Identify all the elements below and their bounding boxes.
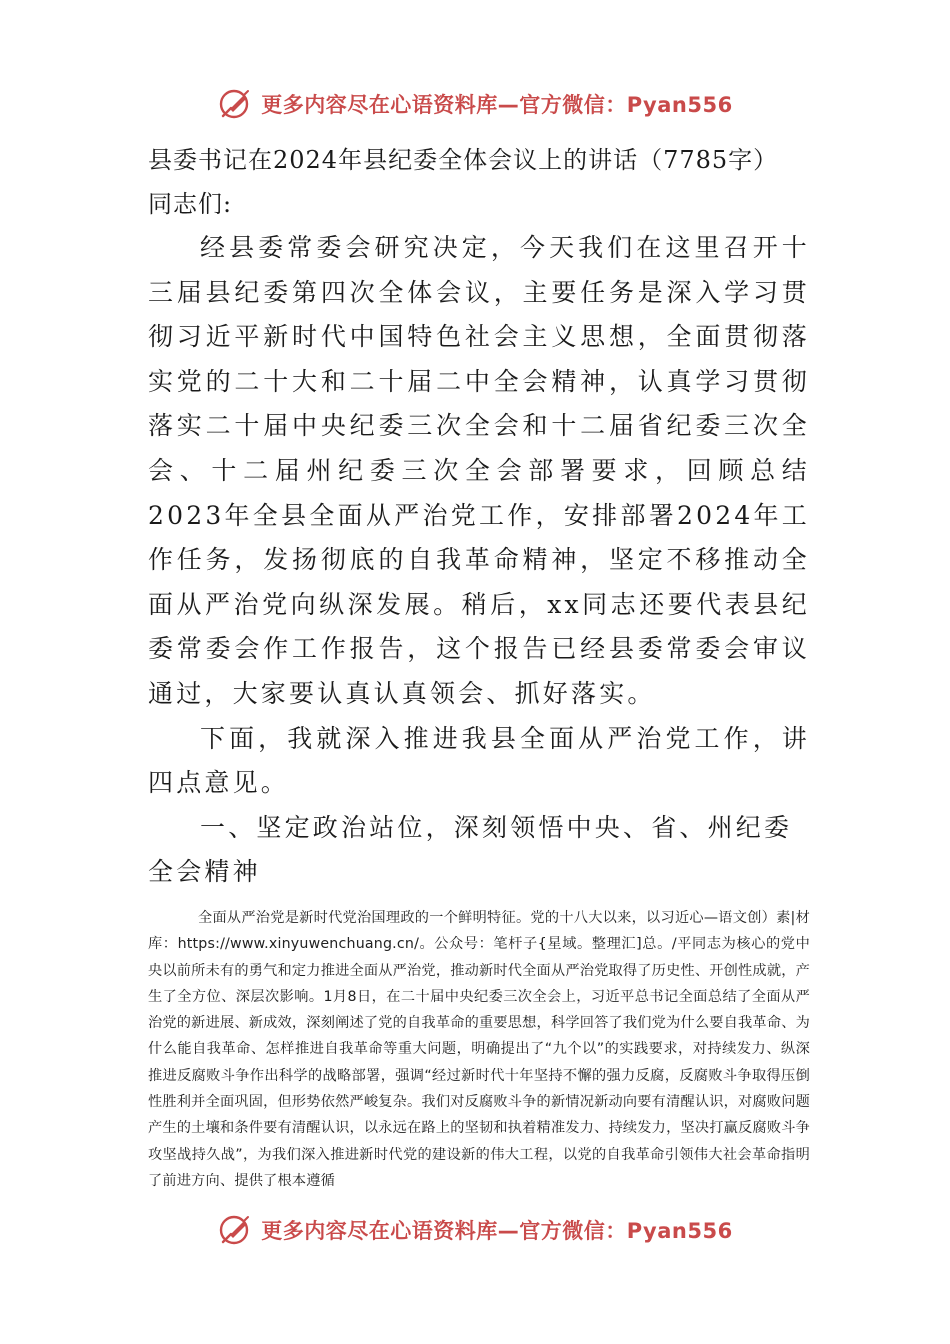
section-heading: 一、坚定政治站位，深刻领悟中央、省、州纪委全会精神 [148,812,793,887]
watermark-banner-bottom [0,1208,950,1252]
watermark-banner-top [0,82,950,126]
pen-logo-icon [217,1212,253,1248]
body-text-paragraph: 全面从严治党是新时代党治国理政的一个鲜明特征。党的十八大以来，以习近心—语文创）素|材库：https://www.xinyuwenchuang.cn/。公众号：笔杆子{星域。整理汇]总。/平同志为核心的党中央以前所未有的勇气和定力推进全面从严治党，推动新时代全面从严治党取得了历史性、开创性成就，产生了全方位、深层次影响。1月8日，在二十届中央纪委三次全会上，习近平总书记全面总结了全面从严治党的新进展、新成效，深刻阐述了党的自我革命的重要思想，科学回答了我们党为什么要自我革命、为什么能自我革命、怎样推进自我革命等重大问题，明确提出了“九个以”的实践要求，对持续发力、纵深推进反腐败斗争作出科学的战略部署，强调“经过新时代十年坚持不懈的强力反腐，反腐败斗争取得压倒性胜利并全面巩固，但形势依然严峻复杂。我们对反腐败斗争的新情况新动向要有清醒认识，对腐败问题产生的土壤和条件要有清醒认识，以永远在路上的坚韧和执着精准发力、持续发力，坚决打赢反腐败斗争攻坚战持久战”，为我们深入推进新时代党的建设新的伟大工程，以党的自我革命引领伟大社会革命指明了前进方向、提供了根本遵循 [148,909,810,1189]
paragraph-outline: 下面，我就深入推进我县全面从严治党工作，讲四点意见。 [148,723,810,798]
paragraph-opening: 经县委常委会研究决定，今天我们在这里召开十三届县纪委第四次全体会议，主要任务是深入学习贯彻习近平新时代中国特色社会主义思想，全面贯彻落实党的二十大和二十届二中全会精神，认真学习贯彻落实二十届中央纪委三次全会和十二届省纪委三次全会、十二届州纪委三次全会部署要求，回顾总结2023年全县全面从严治党工作，安排部署2024年工作任务，发扬彻底的自我革命精神，坚定不移推动全面从严治党向纵深发展。稍后，xx同志还要代表县纪委常委会作工作报告，这个报告已经县委常委会审议通过，大家要认真认真领会、抓好落实。 [148,233,810,708]
pen-logo-icon [217,86,253,122]
document-body [148,138,810,1194]
watermark-text: 更多内容尽在心语资料库—官方微信：Pyan556 [261,1219,733,1243]
watermark-text: 更多内容尽在心语资料库—官方微信：Pyan556 [261,93,733,117]
salutation: 同志们: [148,190,233,218]
document-title: 县委书记在2024年县纪委全体会议上的讲话（7785字） [148,146,779,174]
